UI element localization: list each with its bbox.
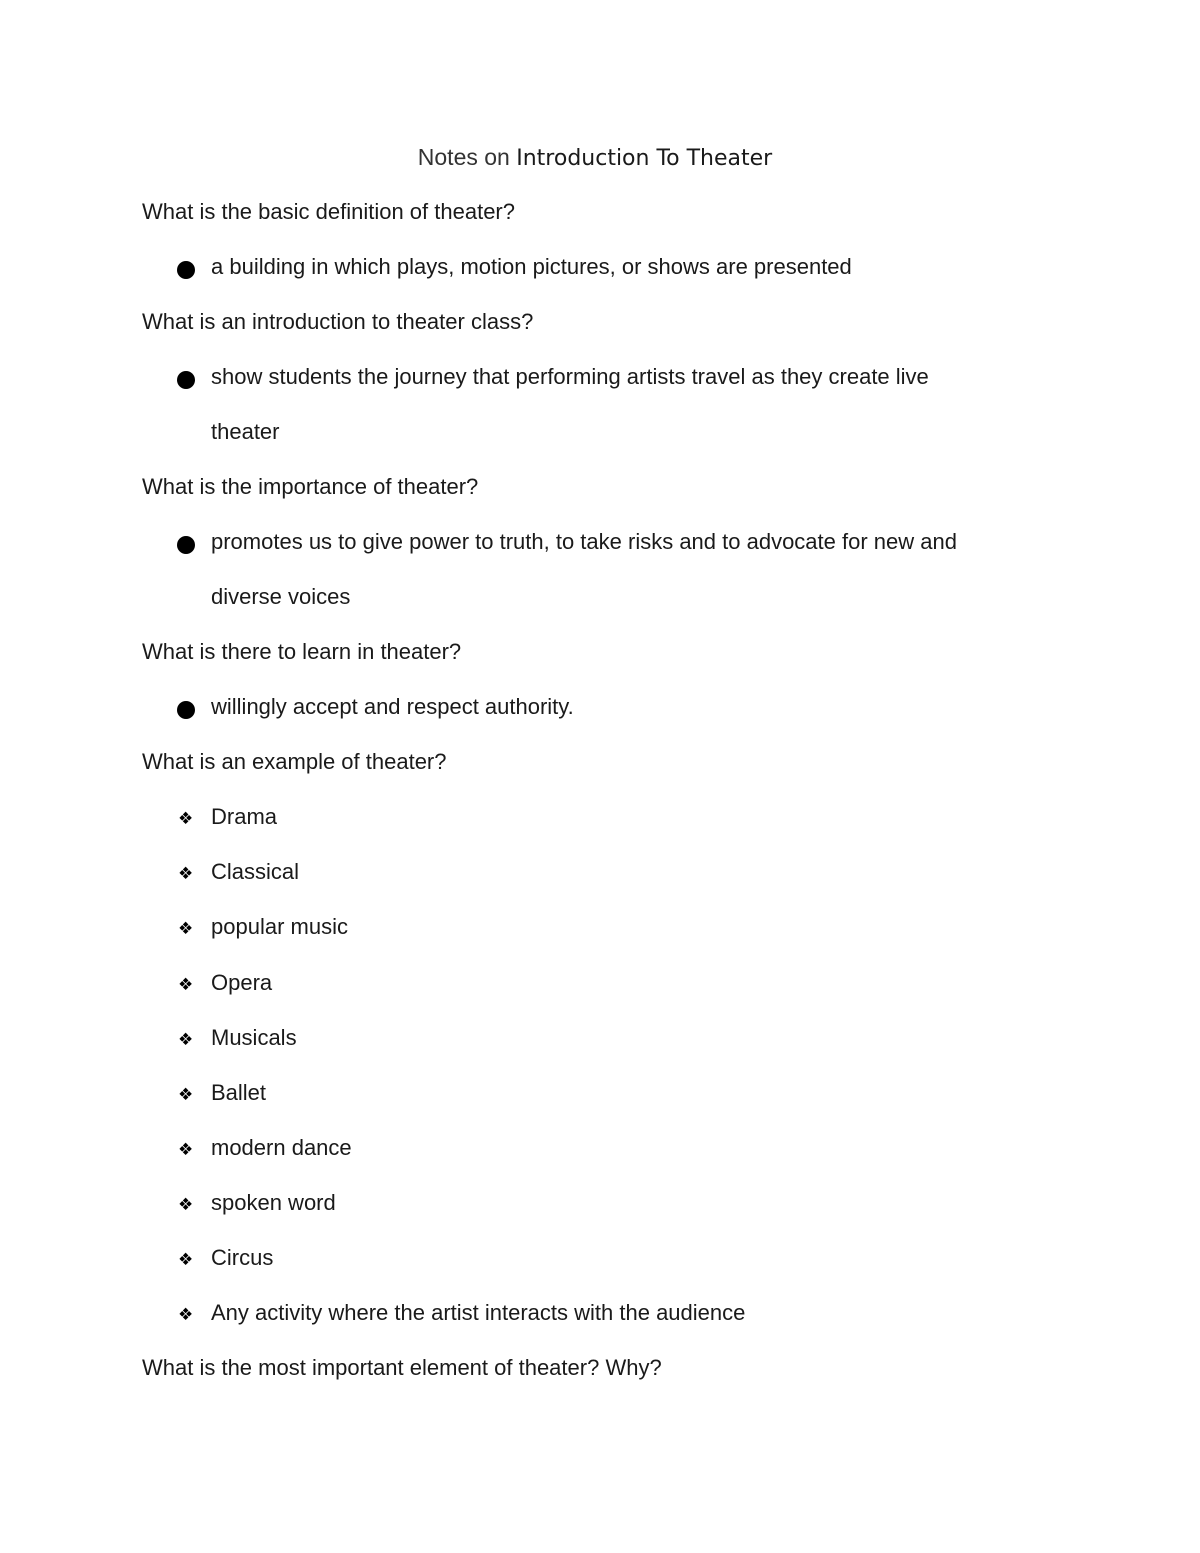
diamond-bullet-icon: ❖	[178, 975, 194, 994]
question-most-important-element: What is the most important element of theater? Why?	[142, 1355, 662, 1380]
example-item: popular music	[211, 914, 348, 939]
diamond-bullet-icon: ❖	[178, 809, 194, 828]
example-item: Drama	[211, 804, 278, 829]
example-item: Opera	[211, 970, 273, 995]
document-title	[0, 141, 1190, 175]
bullet-icon	[177, 700, 197, 720]
diamond-bullet-icon: ❖	[178, 1140, 194, 1159]
diamond-bullet-icon: ❖	[178, 1195, 194, 1214]
diamond-bullet-icon: ❖	[178, 1030, 194, 1049]
answer-importance-line-1: promotes us to give power to truth, to take risks and to advocate for new and	[211, 529, 957, 554]
diamond-bullet-icon: ❖	[178, 864, 194, 883]
bullet-icon	[177, 370, 197, 390]
question-example: What is an example of theater?	[142, 749, 447, 774]
bullet-icon	[177, 535, 197, 555]
question-importance: What is the importance of theater?	[142, 474, 479, 499]
question-intro-class: What is an introduction to theater class?	[142, 309, 534, 334]
question-learn: What is there to learn in theater?	[142, 639, 462, 664]
answer-basic-definition: a building in which plays, motion pictures, or shows are presented	[211, 254, 852, 279]
example-item: Circus	[211, 1245, 274, 1270]
answer-intro-class-line-2: theater	[211, 419, 280, 444]
answer-learn: willingly accept and respect authority.	[211, 694, 574, 719]
example-item: spoken word	[211, 1190, 336, 1215]
example-item: Any activity where the artist interacts with the audience	[211, 1300, 746, 1325]
diamond-bullet-icon: ❖	[178, 919, 194, 938]
bullet-icon	[177, 260, 197, 280]
question-basic-definition: What is the basic definition of theater?	[142, 199, 515, 224]
example-item: Musicals	[211, 1025, 297, 1050]
diamond-bullet-icon: ❖	[178, 1305, 194, 1324]
example-item: Classical	[211, 859, 300, 884]
answer-importance-line-2: diverse voices	[211, 584, 351, 609]
answer-intro-class-line-1: show students the journey that performing artists travel as they create live	[211, 364, 929, 389]
diamond-bullet-icon: ❖	[178, 1085, 194, 1104]
example-item: Ballet	[211, 1080, 267, 1105]
title-lead: Notes on	[417, 144, 510, 170]
diamond-bullet-icon: ❖	[178, 1250, 194, 1269]
example-item: modern dance	[211, 1135, 352, 1160]
title-main: Introduction To Theater	[516, 146, 773, 171]
